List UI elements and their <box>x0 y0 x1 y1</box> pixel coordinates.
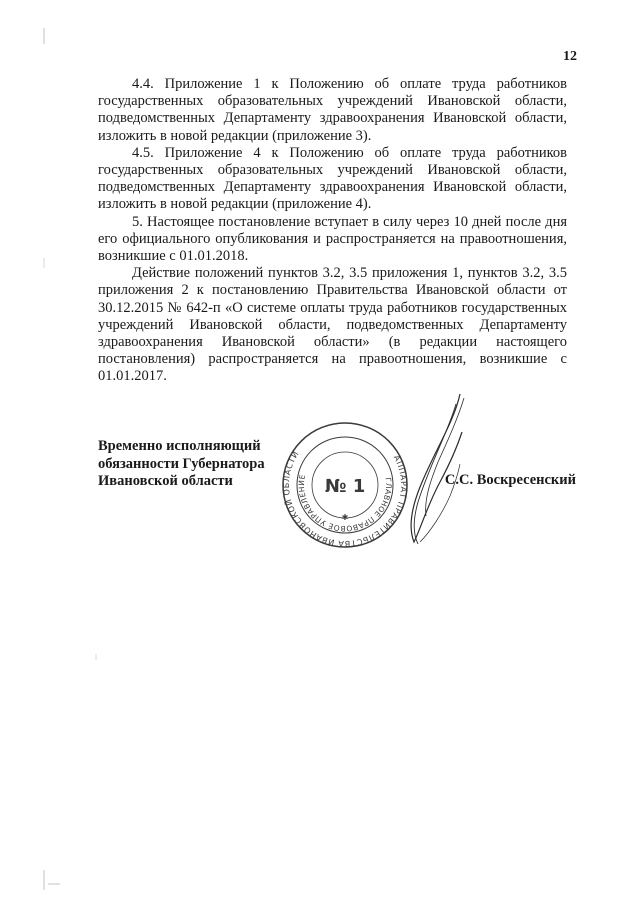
signatory-title-line-3: Ивановской области <box>98 473 233 489</box>
paragraph-5: 5. Настоящее постановление вступает в силу через 10 дней после дня его официального опубликования и распространяется на правоотношения, возникшие с 01.01.2018. <box>98 213 567 265</box>
signatory-name: С.С. Воскресенский <box>444 472 576 488</box>
page-number: 12 <box>563 49 577 64</box>
paragraph-4-4: 4.4. Приложение 1 к Положению об оплате труда работников государственных образовательных учреждений Ивановской области, подведомственных Департаменту здравоохранения Ивановской области, изложить в новой редакции (приложение 3). <box>98 76 567 144</box>
document-body <box>98 76 567 386</box>
paragraph-4-5: 4.5. Приложение 4 к Положению об оплате труда работников государственных образовательных учреждений Ивановской области, подведомственных Департаменту здравоохранения Ивановской области, изложить в новой редакции (приложение 4). <box>98 144 567 213</box>
seal-outer-text: АППАРАТ ПРАВИТЕЛЬСТВА ИВАНОВСКОЙ ОБЛАСТИ <box>281 449 409 549</box>
seal-star-icon: ✱ <box>341 513 349 522</box>
seal-inner-text: ГЛАВНОЕ ПРАВОВОЕ УПРАВЛЕНИЕ <box>296 473 394 534</box>
signatory-title-line-2: обязанности Губернатора <box>98 455 265 472</box>
seal-number: № 1 <box>324 476 366 497</box>
signatory-title-line-1: Временно исполняющий <box>98 438 261 454</box>
paragraph-effect: Действие положений пунктов 3.2, 3.5 приложения 1, пунктов 3.2, 3.5 приложения 2 к постановлению Правительства Ивановской области от 30.12.2015 № 642-п «О системе оплаты труда работников государственных учреждений Ивановской области, подведомственных Департаменту здравоохранения Ивановской области» (в редакции настоящего постановления) распространяется на правоотношения, возникшие с 01.01.2017. <box>98 265 567 385</box>
